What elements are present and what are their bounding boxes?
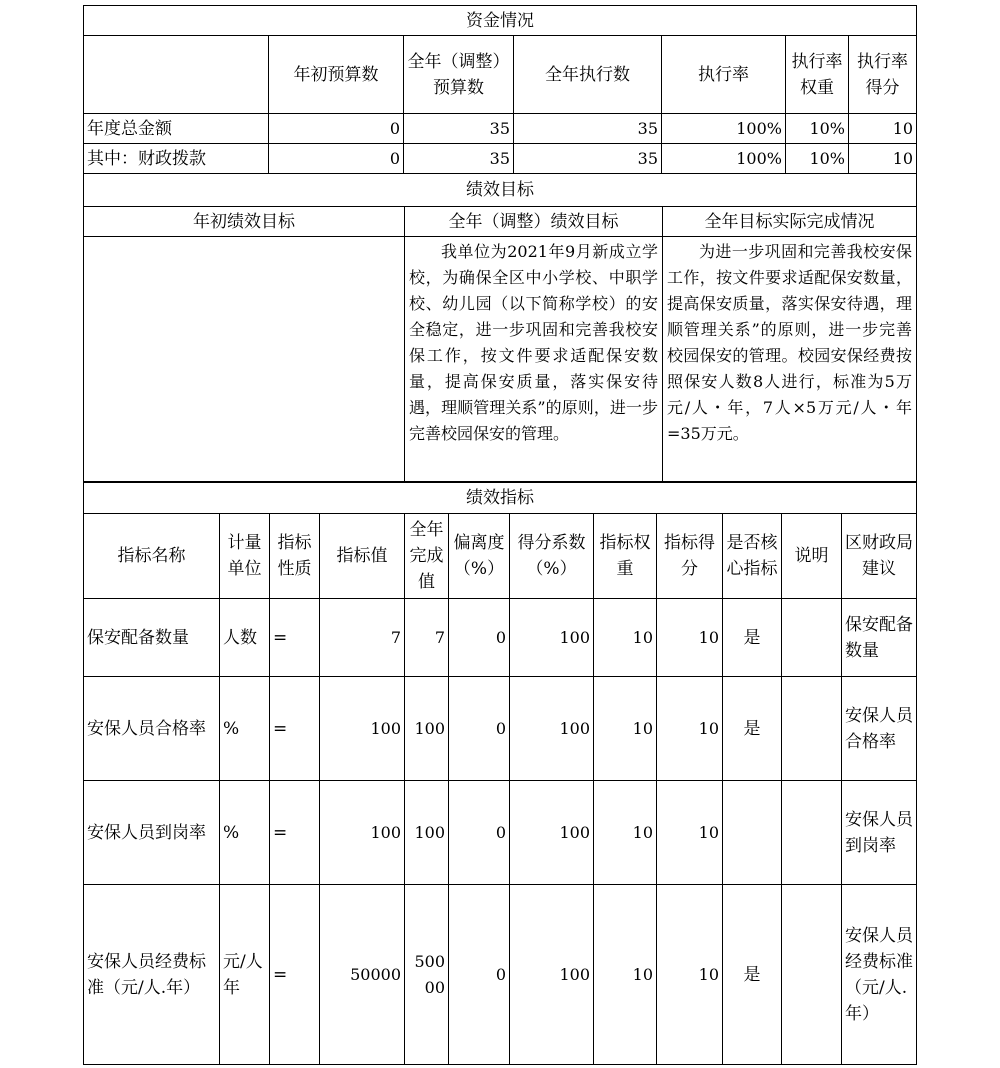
ind-header-name: 指标名称 [84,514,220,599]
ind-coef: 100 [510,599,594,677]
ind-target: 100 [320,781,405,885]
ind-actual: 7 [405,599,449,677]
goals-section-title: 绩效目标 [84,174,917,207]
ind-nature: = [270,781,320,885]
funds-cell: 35 [514,144,662,174]
ind-target: 50000 [320,885,405,1065]
ind-target: 7 [320,599,405,677]
ind-core [723,781,782,885]
funds-header-executed: 全年执行数 [514,36,662,114]
ind-header-note: 说明 [782,514,842,599]
funds-row-label: 其中：财政拨款 [84,144,269,174]
ind-weight: 10 [594,885,657,1065]
ind-weight: 10 [594,781,657,885]
ind-name: 安保人员到岗率 [84,781,220,885]
ind-unit: % [220,677,270,781]
ind-deviation: 0 [449,781,510,885]
ind-header-score: 指标得分 [657,514,723,599]
ind-header-weight: 指标权重 [594,514,657,599]
ind-nature: = [270,599,320,677]
ind-note [782,781,842,885]
funds-row-total [84,114,917,144]
ind-weight: 10 [594,599,657,677]
ind-header-target: 指标值 [320,514,405,599]
ind-coef: 100 [510,677,594,781]
ind-core: 是 [723,885,782,1065]
funds-header-rate-weight: 执行率权重 [786,36,849,114]
indicator-row [84,781,917,885]
ind-score: 10 [657,599,723,677]
indicator-row [84,677,917,781]
ind-actual: 100 [405,781,449,885]
indicator-row [84,599,917,677]
ind-advice: 安保人员合格率 [842,677,917,781]
goals-header-initial: 年初绩效目标 [84,207,405,237]
ind-name: 保安配备数量 [84,599,220,677]
ind-note [782,885,842,1065]
funds-table [83,5,917,174]
ind-score: 10 [657,677,723,781]
funds-section-title: 资金情况 [84,6,917,36]
ind-unit: % [220,781,270,885]
ind-deviation: 0 [449,885,510,1065]
ind-deviation: 0 [449,677,510,781]
ind-nature: = [270,677,320,781]
funds-cell: 0 [269,144,404,174]
goals-initial-text [84,237,405,482]
ind-score: 10 [657,781,723,885]
ind-note [782,677,842,781]
ind-header-core: 是否核心指标 [723,514,782,599]
ind-coef: 100 [510,885,594,1065]
funds-cell: 10 [849,114,917,144]
goals-header-adjusted: 全年（调整）绩效目标 [405,207,663,237]
funds-row-label: 年度总金额 [84,114,269,144]
ind-header-deviation: 偏离度（%） [449,514,510,599]
indicators-table [83,482,917,1065]
ind-note [782,599,842,677]
ind-core: 是 [723,599,782,677]
ind-advice: 安保人员经费标准（元/人.年） [842,885,917,1065]
ind-core: 是 [723,677,782,781]
ind-header-actual: 全年完成值 [405,514,449,599]
goals-header-actual: 全年目标实际完成情况 [663,207,917,237]
funds-header-exec-rate: 执行率 [662,36,786,114]
ind-name: 安保人员经费标准（元/人.年） [84,885,220,1065]
indicator-row [84,885,917,1065]
funds-cell: 35 [404,144,514,174]
ind-target: 100 [320,677,405,781]
ind-header-nature: 指标性质 [270,514,320,599]
funds-header-adjusted-budget: 全年（调整）预算数 [404,36,514,114]
goals-actual-text: 为进一步巩固和完善我校安保工作，按文件要求适配保安数量，提高保安质量，落实保安待遇，理顺管理关系”的原则，进一步完善校园保安的管理。校园安保经费按照保安人数8人进行，标准为5万元/人・年，7人×5万元/人・年=35万元。 [663,237,917,482]
ind-actual: 50000 [405,885,449,1065]
ind-score: 10 [657,885,723,1065]
ind-header-coef: 得分系数（%） [510,514,594,599]
ind-advice: 安保人员到岗率 [842,781,917,885]
goals-adjusted-text: 我单位为2021年9月新成立学校，为确保全区中小学校、中职学校、幼儿园（以下简称学校）的安全稳定，进一步巩固和完善我校安保工作，按文件要求适配保安数量，提高保安质量，落实保安待遇，理顺管理关系”的原则，进一步完善校园保安的管理。 [405,237,663,482]
ind-nature: = [270,885,320,1065]
ind-header-unit: 计量单位 [220,514,270,599]
funds-cell: 10 [849,144,917,174]
indicators-section-title: 绩效指标 [84,483,917,514]
funds-cell: 10% [786,114,849,144]
funds-cell: 35 [514,114,662,144]
ind-unit: 元/人年 [220,885,270,1065]
funds-cell: 35 [404,114,514,144]
ind-advice: 保安配备数量 [842,599,917,677]
goals-table [83,173,917,482]
ind-deviation: 0 [449,599,510,677]
funds-header-rate-score: 执行率得分 [849,36,917,114]
funds-cell: 100% [662,114,786,144]
ind-actual: 100 [405,677,449,781]
funds-cell: 0 [269,114,404,144]
ind-coef: 100 [510,781,594,885]
funds-header-initial-budget: 年初预算数 [269,36,404,114]
funds-header-empty [84,36,269,114]
ind-weight: 10 [594,677,657,781]
ind-name: 安保人员合格率 [84,677,220,781]
funds-cell: 10% [786,144,849,174]
ind-unit: 人数 [220,599,270,677]
funds-cell: 100% [662,144,786,174]
funds-row-fiscal [84,144,917,174]
ind-header-advice: 区财政局建议 [842,514,917,599]
